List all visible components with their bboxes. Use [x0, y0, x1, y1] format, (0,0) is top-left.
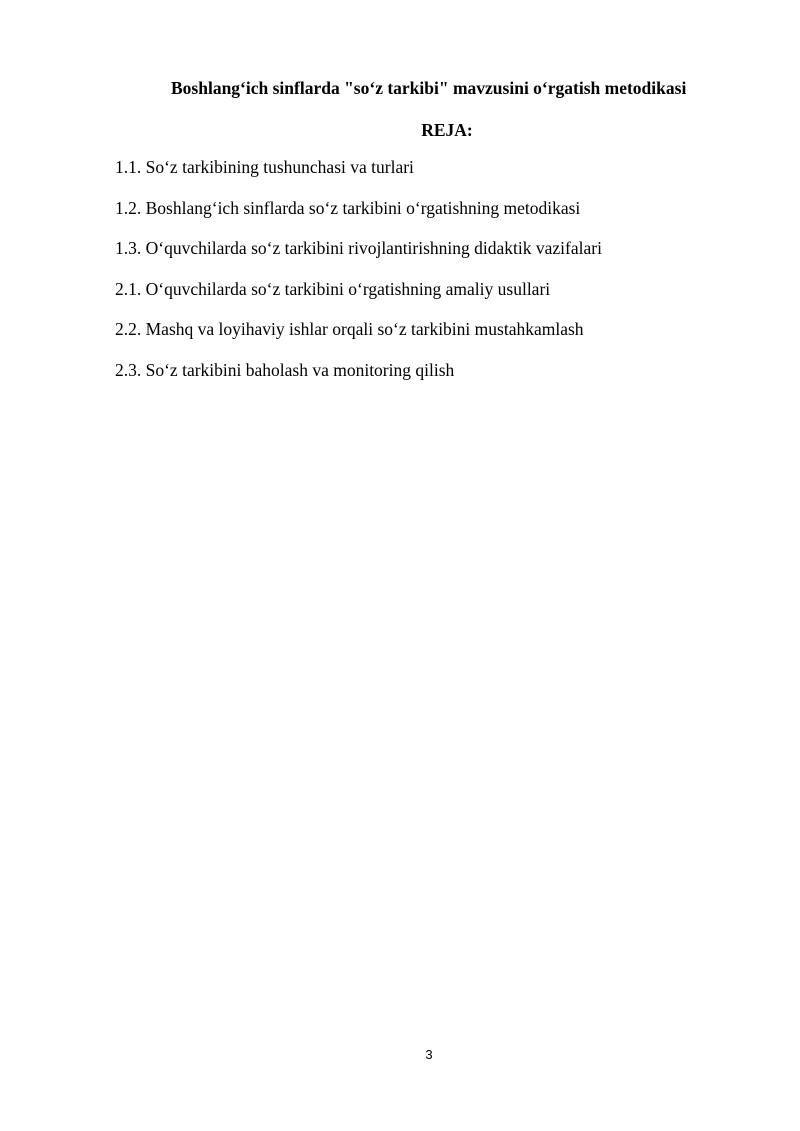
plan-item: 1.1. So‘z tarkibining tushunchasi va turlari	[115, 157, 414, 177]
plan-item: 2.3. So‘z tarkibini baholash va monitoring qilish	[115, 359, 455, 380]
document-title: Boshlang‘ich sinflarda "so‘z tarkibi" mavzusini o‘rgatish metodikasi	[171, 78, 687, 98]
plan-item: 1.3. O‘quvchilarda so‘z tarkibini rivojlantirishning didaktik vazifalari	[115, 238, 602, 258]
plan-heading: REJA:	[421, 120, 473, 140]
page-number: 3	[425, 1047, 433, 1062]
plan-item: 2.1. O‘quvchilarda so‘z tarkibini o‘rgatishning amaliy usullari	[115, 278, 551, 299]
plan-item: 2.2. Mashq va loyihaviy ishlar orqali so‘z tarkibini mustahkamlash	[115, 319, 584, 339]
plan-item: 1.2. Boshlang‘ich sinflarda so‘z tarkibini o‘rgatishning metodikasi	[115, 197, 581, 218]
plan-list	[115, 155, 602, 398]
